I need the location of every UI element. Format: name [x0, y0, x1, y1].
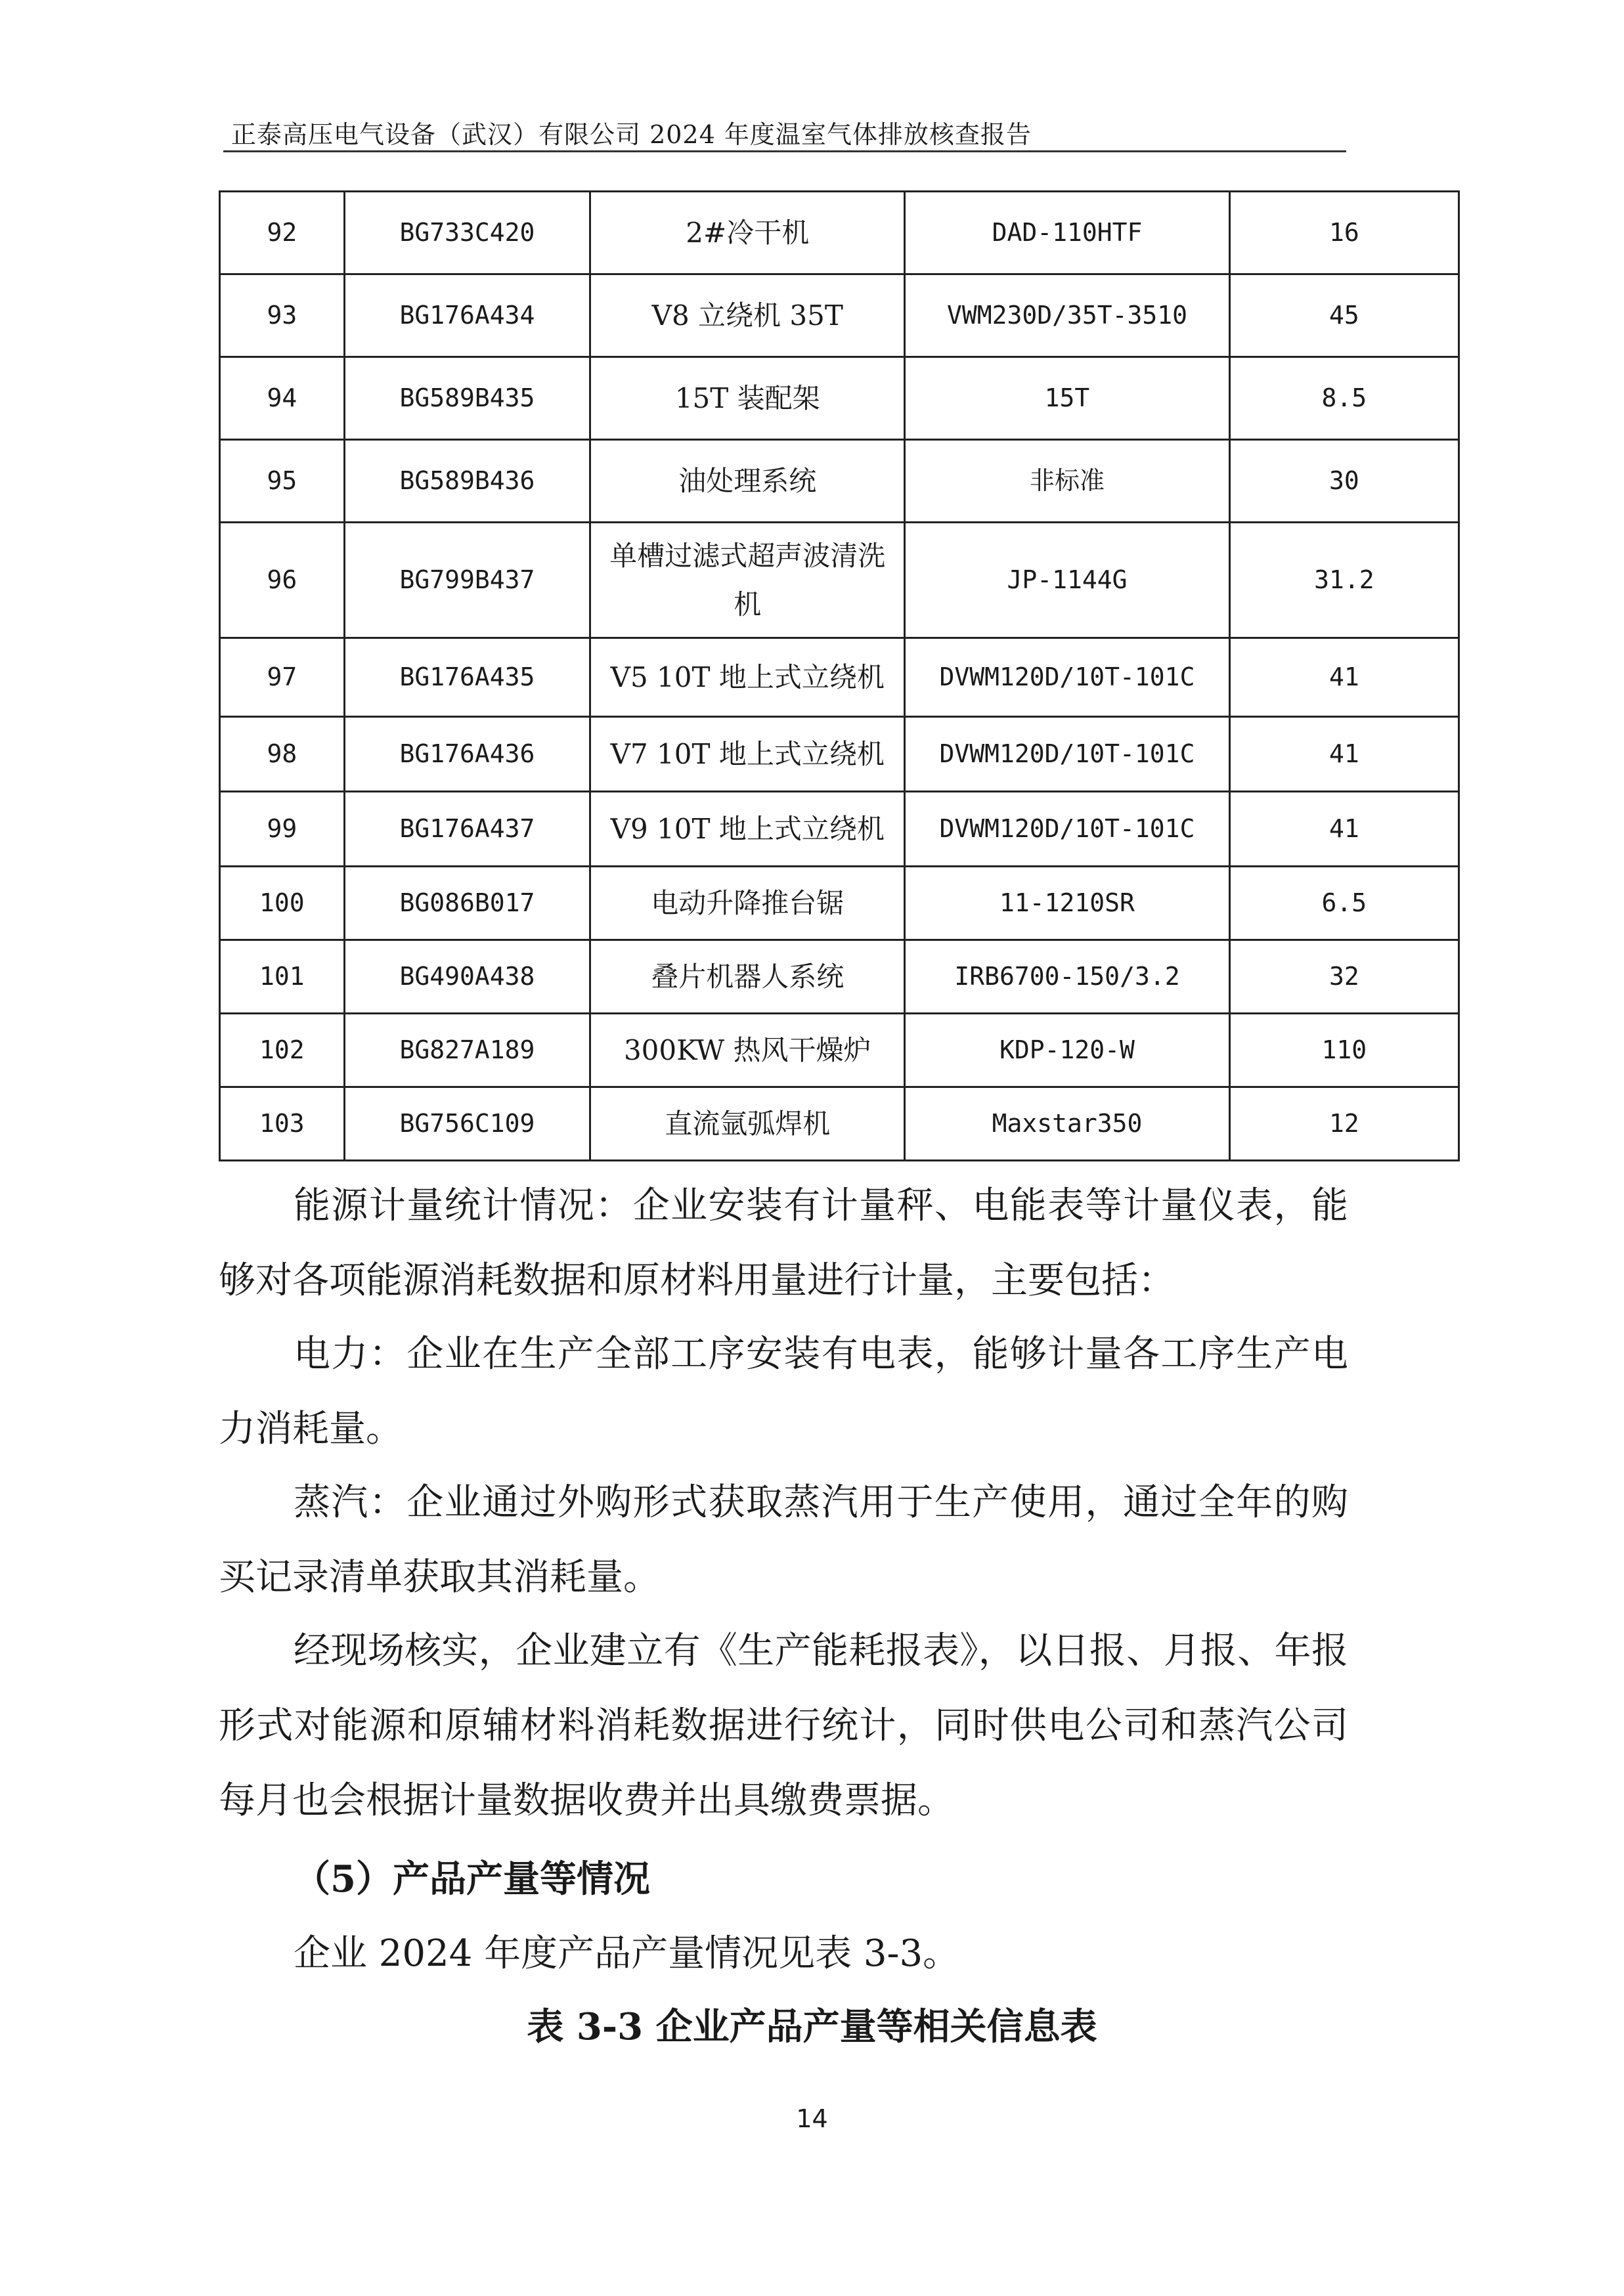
- table-row: [220, 274, 1459, 357]
- table-row: [220, 357, 1459, 440]
- table-row: [220, 940, 1459, 1014]
- paragraph-electricity: 电力：企业在生产全部工序安装有电表，能够计量各工序生产电力消耗量。: [219, 1333, 1348, 1450]
- cell-no: 94: [220, 357, 345, 440]
- table-row: [220, 867, 1459, 940]
- equipment-table-body: [220, 192, 1459, 1161]
- cell-power: 6.5: [1229, 867, 1459, 940]
- paragraph-steam: 蒸汽：企业通过外购形式获取蒸汽用于生产使用，通过全年的购买记录清单获取其消耗量。: [219, 1481, 1348, 1599]
- cell-code: BG756C109: [344, 1087, 590, 1161]
- table-row: [220, 1014, 1459, 1087]
- cell-model: 11-1210SR: [905, 867, 1229, 940]
- cell-model: JP-1144G: [905, 523, 1229, 638]
- cell-model: Maxstar350: [905, 1087, 1229, 1161]
- cell-model: VWM230D/35T-3510: [905, 274, 1229, 357]
- cell-name: 油处理系统: [590, 440, 905, 523]
- cell-name: 直流氩弧焊机: [590, 1087, 905, 1161]
- cell-power: 16: [1229, 192, 1459, 274]
- cell-no: 98: [220, 717, 345, 792]
- cell-no: 103: [220, 1087, 345, 1161]
- cell-no: 100: [220, 867, 345, 940]
- cell-name: 15T 装配架: [590, 357, 905, 440]
- cell-model: IRB6700-150/3.2: [905, 940, 1229, 1014]
- cell-power: 31.2: [1229, 523, 1459, 638]
- cell-model: KDP-120-W: [905, 1014, 1229, 1087]
- cell-name: 叠片机器人系统: [590, 940, 905, 1014]
- cell-power: 45: [1229, 274, 1459, 357]
- cell-code: BG589B436: [344, 440, 590, 523]
- paragraph-product-output: 企业 2024 年度产品产量情况见表 3-3。: [294, 1932, 960, 1975]
- cell-no: 102: [220, 1014, 345, 1087]
- cell-code: BG176A434: [344, 274, 590, 357]
- paragraph-energy-metering: 能源计量统计情况：企业安装有计量秤、电能表等计量仪表，能够对各项能源消耗数据和原材料用量进行计量，主要包括：: [219, 1184, 1348, 1302]
- paragraph-energy-report: 经现场核实，企业建立有《生产能耗报表》，以日报、月报、年报形式对能源和原辅材料消耗数据进行统计，同时供电公司和蒸汽公司每月也会根据计量数据收费并出具缴费票据。: [219, 1630, 1348, 1822]
- cell-no: 95: [220, 440, 345, 523]
- cell-power: 110: [1229, 1014, 1459, 1087]
- cell-model: 15T: [905, 357, 1229, 440]
- cell-power: 30: [1229, 440, 1459, 523]
- cell-name: V9 10T 地上式立绕机: [590, 792, 905, 867]
- table-row: [220, 717, 1459, 792]
- cell-no: 97: [220, 638, 345, 717]
- cell-code: BG827A189: [344, 1014, 590, 1087]
- cell-no: 93: [220, 274, 345, 357]
- cell-power: 32: [1229, 940, 1459, 1014]
- page-number: 14: [796, 2104, 828, 2133]
- table-row: [220, 192, 1459, 274]
- cell-code: BG733C420: [344, 192, 590, 274]
- cell-code: BG176A436: [344, 717, 590, 792]
- cell-no: 92: [220, 192, 345, 274]
- cell-model: DVWM120D/10T-101C: [905, 717, 1229, 792]
- table-row: [220, 1087, 1459, 1161]
- table-row: [220, 523, 1459, 638]
- table-caption: 表 3-3 企业产品产量等相关信息表: [527, 2005, 1097, 2048]
- cell-code: BG176A435: [344, 638, 590, 717]
- cell-name: V5 10T 地上式立绕机: [590, 638, 905, 717]
- cell-code: BG589B435: [344, 357, 590, 440]
- cell-code: BG086B017: [344, 867, 590, 940]
- cell-code: BG799B437: [344, 523, 590, 638]
- cell-model: DVWM120D/10T-101C: [905, 638, 1229, 717]
- cell-name: 单槽过滤式超声波清洗机: [590, 523, 905, 638]
- cell-power: 8.5: [1229, 357, 1459, 440]
- cell-code: BG490A438: [344, 940, 590, 1014]
- cell-name: 电动升降推台锯: [590, 867, 905, 940]
- cell-power: 41: [1229, 792, 1459, 867]
- cell-power: 12: [1229, 1087, 1459, 1161]
- cell-name: V7 10T 地上式立绕机: [590, 717, 905, 792]
- equipment-table: [219, 190, 1460, 1161]
- cell-power: 41: [1229, 717, 1459, 792]
- cell-model: 非标准: [905, 440, 1229, 523]
- header-divider: [223, 150, 1346, 152]
- cell-no: 101: [220, 940, 345, 1014]
- cell-model: DAD-110HTF: [905, 192, 1229, 274]
- section-heading: （5）产品产量等情况: [294, 1857, 650, 1901]
- cell-no: 96: [220, 523, 345, 638]
- cell-code: BG176A437: [344, 792, 590, 867]
- table-row: [220, 638, 1459, 717]
- cell-name: 2#冷干机: [590, 192, 905, 274]
- table-row: [220, 792, 1459, 867]
- cell-name: V8 立绕机 35T: [590, 274, 905, 357]
- cell-power: 41: [1229, 638, 1459, 717]
- cell-name: 300KW 热风干燥炉: [590, 1014, 905, 1087]
- cell-no: 99: [220, 792, 345, 867]
- table-row: [220, 440, 1459, 523]
- cell-model: DVWM120D/10T-101C: [905, 792, 1229, 867]
- page-header-title: 正泰高压电气设备（武汉）有限公司 2024 年度温室气体排放核查报告: [231, 120, 1032, 149]
